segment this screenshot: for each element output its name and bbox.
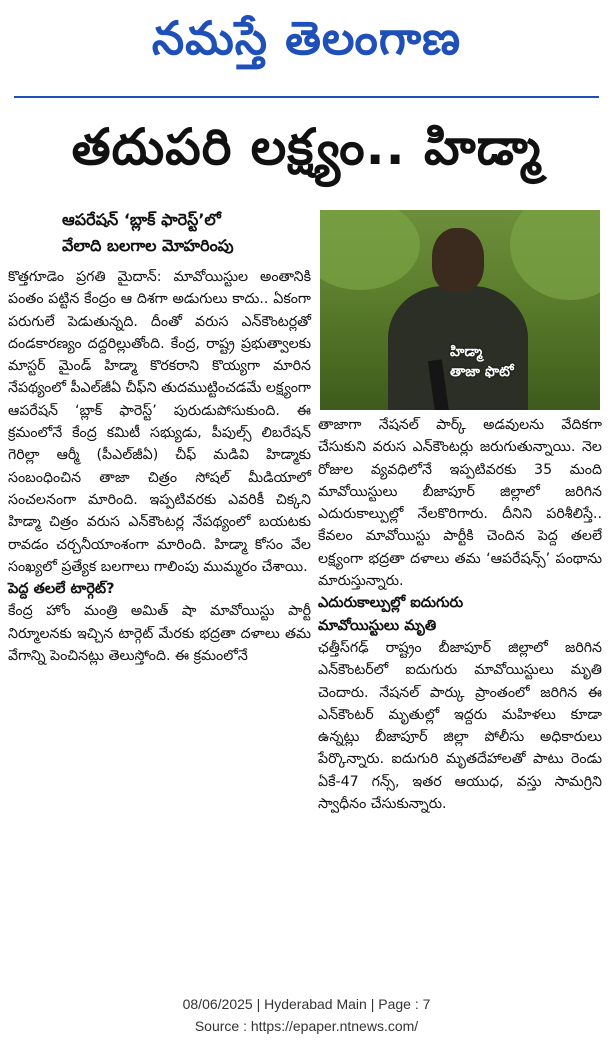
photo-caption-name: హిడ్మా [450, 344, 483, 360]
section-heading-targets: పెద్ద తలలే టార్గెట్? [8, 581, 115, 598]
left-paragraph-2: కేంద్ర హోం మంత్రి అమిత్ షా మావోయిస్టు పార్టీ నిర్మూలనకు ఇచ్చిన టార్గెట్ మేరకు భద్రతా దళాలు తమ వేగాన్ని పెంచినట్లు తెలుస్తోంది. ఈ క్రమంలోనే [8, 603, 311, 665]
left-column [8, 266, 311, 667]
photo-foliage [320, 210, 420, 290]
footer-edition-info: 08/06/2025 | Hyderabad Main | Page : 7 [182, 996, 431, 1012]
section-heading-encounter-1: ఎదురుకాల్పుల్లో ఐదుగురు [318, 595, 464, 612]
photo-person-head [432, 228, 484, 292]
right-column [318, 414, 602, 815]
right-paragraph-1: తాజాగా నేషనల్ పార్క్ అడవులను వేదికగా చేసుకుని వరుస ఎన్‌కౌంటర్లు జరుగుతున్నాయి. నెల రోజుల వ్యవధిలోనే ఇప్పటివరకు 35 మంది మావోయిస్టులు బీజాపూర్ జిల్లాలో జరిగిన ఎదురుకాల్పుల్లో నేలకొరిగారు. దీనిని పరిశీలిస్తే.. కేవలం మావోయిస్టు పార్టీకి చెందిన పెద్ద తలలే లక్ష్యంగా భద్రతా దళాలు తమ ‘ఆపరేషన్స్’ పంథాను మారుస్తున్నారు. [318, 417, 602, 590]
photo-foliage [510, 210, 600, 300]
masthead-divider [14, 96, 599, 98]
footer-source-link[interactable]: Source : https://epaper.ntnews.com/ [194, 1018, 419, 1034]
left-paragraph-1: కొత్తగూడెం ప్రగతి మైదాన్: మావోయిస్టుల అంతానికి పంతం పట్టిన కేంద్రం ఆ దిశగా అడుగులు కాదు.. ఏకంగా పరుగులే పెడుతున్నది. దీంతో వరుస ఎన్‌కౌంటర్లతో దండకారణ్యం దద్దరిల్లుతోంది. కేంద్ర, రాష్ట్ర ప్రభుత్వాలకు మాస్టర్ మైండ్ హిడ్మా కొరకరాని కొయ్యగా మారిన నేపథ్యంలో పీఎల్‌జీఏ చీఫ్‌ని తుదముట్టించడమే లక్ష్యంగా ఆపరేషన్ ‘బ్లాక్ ఫారెస్ట్’ పురుడుపోసుకుంది. ఈ క్రమంలోనే కేంద్ర కమిటీ సభ్యుడు, పీపుల్స్ లిబరేషన్ గెరిల్లా ఆర్మీ (పీఎల్‌జీఏ) చీఫ్ మడివి హిడ్మాకు సంబంధించిన తాజా చిత్రం సోషల్ మీడియాలో సంచలనంగా మారింది. ఇప్పటివరకు ఎవరికీ చిక్కని హిడ్మా చిత్రం వరుస ఎన్‌కౌంటర్ల నేపథ్యంలో బయటకు రావడం చర్చనీయాంశంగా మారింది. హిడ్మా కోసం వేల సంఖ్యలో ప్రత్యేక బలగాలు గాలింపు ముమ్మరం చేశాయి. [8, 269, 311, 575]
section-heading-encounter-2: మావోయిస్టులు మృతి [318, 617, 437, 634]
hidma-photo [320, 210, 600, 410]
photo-caption [450, 342, 514, 382]
newspaper-masthead: నమస్తే తెలంగాణ [151, 11, 462, 65]
right-paragraph-2: ఛత్తీస్‌గఢ్ రాష్ట్రం బీజాపూర్ జిల్లాలో జరిగిన ఎన్‌కౌంటర్‌లో ఐదుగురు మావోయిస్టులు మృతి చెందారు. నేషనల్ పార్కు ప్రాంతంలో జరిగిన ఈ ఎన్‌కౌంటర్ మృతుల్లో ఇద్దరు మహిళలు కూడా ఉన్నట్లు బీజాపూర్ జిల్లా పోలీసు అధికారులు పేర్కొన్నారు. ఐదుగురి మృతదేహాలతో పాటు రెండు ఏకే-47 గన్స్, ఇతర ఆయుధ, వస్తు సామగ్రిని స్వాధీనం చేసుకున్నారు. [318, 639, 602, 813]
subheadline-line-1: ఆపరేషన్ ‘బ్లాక్ ఫారెస్ట్’లో [62, 210, 221, 229]
photo-caption-label: తాజా ఫొటో [450, 364, 514, 380]
article-headline: తదుపరి లక్ష్యం.. హిడ్మా [71, 117, 542, 176]
subheadline-line-2: వేలాది బలగాల మోహరింపు [62, 236, 234, 255]
